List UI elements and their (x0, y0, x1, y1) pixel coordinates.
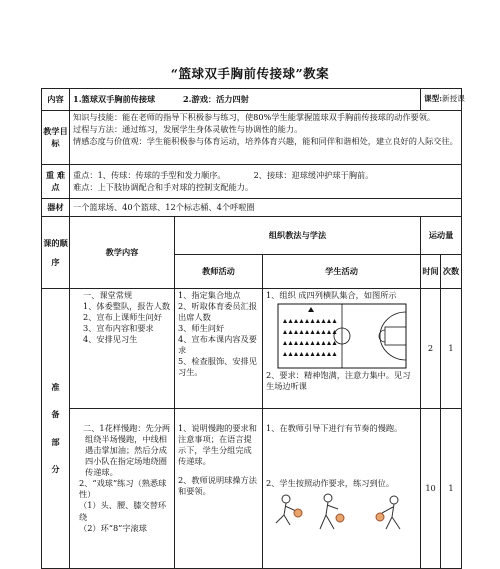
keypoints-row (42, 165, 462, 199)
lesson-type-label: 课型: (424, 94, 443, 104)
student-marker-icon (316, 330, 320, 334)
student-marker-icon (332, 319, 336, 323)
prep1-content-line: 2、宣布上课师生问好 (83, 312, 162, 323)
prep-row-2 (42, 409, 462, 569)
student-marker-icon (321, 319, 325, 323)
student-marker-icon (316, 352, 320, 356)
prep1-time: 2 (421, 289, 441, 409)
student-marker-icon (310, 352, 314, 356)
student-marker-icon (316, 341, 320, 345)
prep2-student-line: 2、学生按照动作要求，练习到位。 (266, 478, 395, 489)
court-formation-diagram (277, 303, 407, 369)
student-marker-icon (288, 319, 292, 323)
goal-process: 过程与方法：通过练习，发展学生身体灵敏性与协调性的能力。 (73, 123, 303, 134)
prep-char-3: 部 (51, 436, 60, 447)
prep-char-2: 备 (51, 409, 60, 420)
equipment-label: 器材 (42, 199, 70, 217)
prep2-count: 1 (441, 409, 462, 569)
header-methods: 组织教法与学法 (175, 217, 421, 255)
prep1-content (70, 289, 175, 409)
prep1-count: 1 (441, 289, 462, 409)
header-teacher: 教师活动 (175, 255, 263, 289)
prep1-teacher-line: 2、听取体育委员汇报出席人数 (178, 301, 257, 323)
prep1-teacher-line: 5、检查服饰、安排见习生。 (178, 356, 257, 378)
student-marker-icon (288, 341, 292, 345)
student-marker-icon (321, 341, 325, 345)
keypoint-difficulty: 难点：上下肢协调配合和手对球的控制支配能力。 (73, 181, 254, 192)
ball-drill-figures (266, 491, 416, 531)
court-key (385, 327, 406, 345)
court-three-point-arc (380, 312, 406, 360)
prep2-student-line: 1、在教师引导下进行有节奏的慢跑。 (266, 423, 403, 433)
header-content: 教学内容 (70, 217, 175, 289)
student-marker-icon (305, 330, 309, 334)
student-marker-icon (283, 319, 287, 323)
student-marker-icon (327, 319, 331, 323)
header-count: 次数 (441, 255, 462, 289)
header-load: 运动量 (421, 217, 462, 255)
equipment-row (42, 199, 462, 217)
student-marker-icon (299, 319, 303, 323)
figure-2-icon (320, 494, 344, 529)
student-marker-icon (310, 341, 314, 345)
lesson-plan-table-frame (41, 88, 465, 565)
content-label: 内容 (42, 89, 70, 111)
keypoints-label: 重 难 点 (42, 165, 70, 199)
student-marker-icon (283, 341, 287, 345)
student-marker-icon (294, 319, 298, 323)
student-marker-icon (327, 341, 331, 345)
content-row (42, 89, 462, 111)
goals-label: 教学目标 (42, 111, 70, 165)
prep2-student (263, 409, 421, 569)
prep2-content-line: （2）环“8”字滚球 (79, 522, 147, 533)
lesson-plan-table (41, 88, 465, 569)
goals-row (42, 111, 462, 165)
prep2-teacher (175, 409, 263, 569)
student-marker-icon (305, 341, 309, 345)
prep1-student-org: 1、组织 成四列横队集合，如图所示 (266, 290, 397, 300)
student-marker-icon (321, 352, 325, 356)
prep1-content-line: 3、宣布内容和要求 (83, 323, 154, 334)
prep1-content-line: 1、体委整队，报告人数 (83, 301, 171, 312)
student-marker-icon (310, 319, 314, 323)
student-marker-icon (283, 352, 287, 356)
teacher-marker-icon (308, 307, 314, 312)
prep1-teacher-line: 3、师生问好 (178, 323, 225, 334)
student-marker-icon (288, 352, 292, 356)
prep2-time: 10 (421, 409, 441, 569)
prep1-content-line: 一、课堂常规 (83, 290, 133, 300)
content-item-1: 1.篮球双手胸前传接球 (73, 93, 156, 104)
student-marker-icon (299, 352, 303, 356)
student-marker-icon (327, 352, 331, 356)
lesson-type (421, 89, 465, 111)
keypoints-text (70, 165, 462, 199)
prep-char-1: 准 (51, 382, 60, 393)
content-item-2: 2.游戏：活力四射 (182, 93, 249, 104)
prep2-content-line: 二、1花样慢跑：先分两组绕半场慢跑，中线相遇击掌加油；然后分成四小队在指定场地绕圈传递球。 (83, 423, 171, 478)
student-marker-icon (299, 330, 303, 334)
student-marker-icon (332, 352, 336, 356)
student-marker-icon (327, 330, 331, 334)
student-marker-icon (321, 330, 325, 334)
prep2-content (70, 409, 175, 569)
prep1-teacher (175, 289, 263, 409)
prep1-student (263, 289, 421, 409)
student-marker-icon (310, 330, 314, 334)
header-student: 学生活动 (263, 255, 421, 289)
student-marker-icon (305, 352, 309, 356)
prep-char-4: 分 (51, 463, 60, 474)
lesson-type-value: 新授课 (442, 94, 465, 104)
goal-knowledge: 知识与技能：能在老师的指导下积极参与练习，使80%学生能掌握篮球双手胸前传接球的动作要领。 (73, 112, 436, 122)
content-items (70, 89, 421, 111)
equipment-value: 一个篮球场、40个篮球、12个标志桶、4个呼啦圈 (70, 199, 462, 217)
prep-section-label (42, 289, 70, 569)
page-title: “篮球双手胸前传接球”教案 (170, 66, 330, 81)
figure-3-icon (376, 496, 400, 529)
student-marker-icon (288, 330, 292, 334)
header-time: 时间 (421, 255, 441, 289)
prep1-teacher-line: 1、指定集合地点 (178, 290, 241, 300)
prep2-content-line: （1）头、腰、膝交替环绕 (79, 500, 167, 522)
header-order: 课的顺序 (42, 217, 70, 289)
student-marker-icon (294, 341, 298, 345)
prep-row-1 (42, 289, 462, 409)
student-marker-icon (294, 330, 298, 334)
student-formation-rows (283, 319, 337, 356)
prep1-student-req: 2、要求：精神饱满，注意力集中。见习生场边听课 (266, 370, 411, 392)
figure-1-icon (276, 495, 302, 525)
header-row-1 (42, 217, 462, 255)
prep1-teacher-line: 4、宣布本课内容及要求 (178, 334, 257, 356)
goals-text (70, 111, 462, 165)
prep2-teacher-line: 1、说明慢跑的要求和注意事项；在语言提示下，学生分组完成传递球。 (178, 423, 257, 467)
student-marker-icon (294, 352, 298, 356)
goal-emotion: 情感态度与价值观：学生能积极参与体育运动，培养体育兴趣，能和同伴和谐相处，建立良好的人际交往。 (73, 135, 458, 146)
student-marker-icon (305, 319, 309, 323)
keypoint-focus: 重点：1、传球：传球的手型和发力顺序。 2、接球：迎球缓冲护球于胸前。 (73, 170, 374, 181)
student-marker-icon (299, 341, 303, 345)
student-marker-icon (283, 330, 287, 334)
prep1-content-line: 4、安排见习生 (83, 334, 138, 345)
student-marker-icon (316, 319, 320, 323)
prep2-content-line: 2、“戏球”练习（熟悉球性） (79, 478, 167, 500)
prep2-teacher-line: 2、教师说明球操方法和要领。 (178, 475, 257, 497)
